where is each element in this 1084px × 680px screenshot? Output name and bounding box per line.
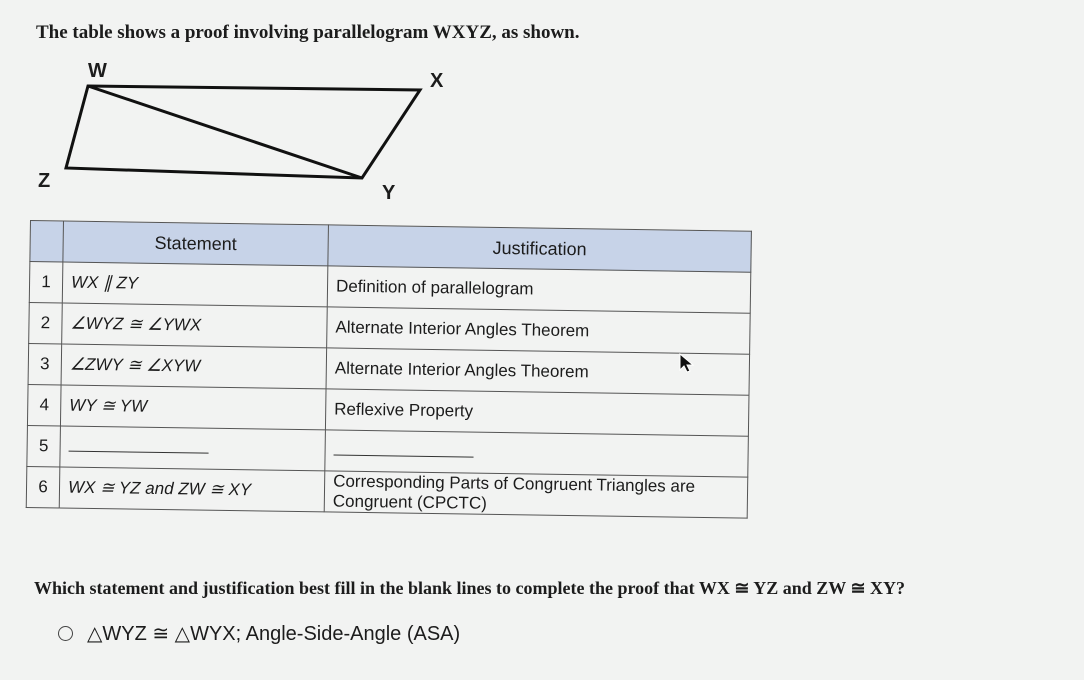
blank-statement-cell [60,426,326,471]
diagonal-wy [88,86,362,178]
row-number: 4 [27,384,61,425]
row-statement: ∠WYZ ≅ ∠YWX [62,303,328,348]
row-justification: Definition of parallelogram [327,266,751,313]
row-number: 6 [26,466,60,507]
blank-justification-cell [325,430,749,477]
row-number: 3 [28,343,62,384]
mouse-cursor-icon [678,352,696,374]
row-justification: Alternate Interior Angles Theorem [326,348,750,395]
radio-button-icon[interactable] [58,626,73,641]
header-justification: Justification [328,225,752,272]
choice-label: △WYZ ≅ △WYX; Angle-Side-Angle (ASA) [87,623,461,645]
row-justification: Alternate Interior Angles Theorem [327,307,751,354]
proof-table [26,220,752,519]
question-text: Which statement and justification best fill in the blank lines to complete the proof that WX ≅ YZ and ZW ≅ XY? [34,578,906,598]
row-statement: WX ≅ YZ and ZW ≅ XY [59,467,325,512]
row-statement: WX ∥ ZY [62,262,328,307]
row-statement: WY ≅ YW [60,385,326,430]
vertex-label-w: W [88,60,107,82]
row-justification: Reflexive Property [325,389,749,436]
header-statement: Statement [63,221,329,266]
vertex-label-z: Z [38,170,51,192]
row-number: 2 [29,302,63,343]
row-statement: ∠ZWY ≅ ∠XYW [61,344,327,389]
header-number-cell [30,221,64,262]
vertex-label-x: X [430,70,444,92]
row-justification: Corresponding Parts of Congruent Triangles are Congruent (CPCTC) [324,471,748,518]
intro-text: The table shows a proof involving parallelogram WXYZ, as shown. [36,22,580,43]
parallelogram-shape [66,86,420,178]
answer-choice-1[interactable] [58,621,460,646]
blank-statement-line [69,437,209,454]
row-number: 1 [29,262,63,303]
row-number: 5 [27,425,61,466]
blank-justification-line [334,441,474,458]
vertex-label-y: Y [382,182,396,204]
